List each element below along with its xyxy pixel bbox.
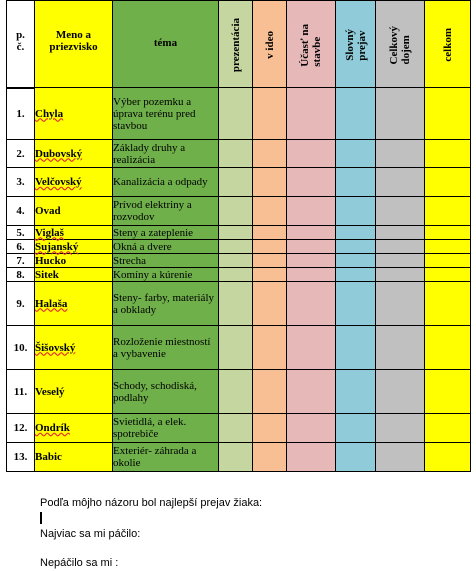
table-row [7, 370, 471, 414]
score-cell-3[interactable] [287, 443, 336, 472]
score-cell-6[interactable] [425, 197, 471, 226]
score-cell-2[interactable] [253, 240, 287, 254]
score-cell-1[interactable] [219, 282, 253, 326]
row-topic: Kanalizácia a odpady [113, 168, 219, 197]
score-cell-5[interactable] [376, 370, 425, 414]
table-row [7, 282, 471, 326]
header-video: v ideo [253, 1, 287, 89]
score-cell-2[interactable] [253, 326, 287, 370]
row-topic: Prívod elektriny a rozvodov [113, 197, 219, 226]
score-cell-4[interactable] [336, 254, 376, 268]
row-number: 2. [7, 140, 35, 168]
footer-liked-most: Najviac sa mi páčilo: [40, 528, 141, 540]
table-row [7, 197, 471, 226]
score-cell-4[interactable] [336, 282, 376, 326]
header-impression: Celkový dojem [376, 1, 425, 89]
student-name [35, 370, 113, 414]
student-name-text: Dubovský [35, 147, 83, 160]
score-cell-2[interactable] [253, 226, 287, 240]
student-name [35, 168, 113, 197]
header-pc: p. č. [7, 1, 35, 89]
score-cell-2[interactable] [253, 443, 287, 472]
text-cursor [40, 512, 42, 524]
score-cell-1[interactable] [219, 240, 253, 254]
student-name [35, 326, 113, 370]
score-cell-3[interactable] [287, 168, 336, 197]
table-row [7, 240, 471, 254]
score-cell-6[interactable] [425, 268, 471, 282]
score-cell-2[interactable] [253, 370, 287, 414]
table-row [7, 226, 471, 240]
score-cell-3[interactable] [287, 226, 336, 240]
row-topic: Komíny a kúrenie [113, 268, 219, 282]
student-name [35, 197, 113, 226]
row-number: 1. [7, 88, 35, 140]
row-number: 4. [7, 197, 35, 226]
student-name-text: Ondrík [35, 422, 70, 434]
student-name-text: Ovad [35, 205, 61, 217]
score-cell-3[interactable] [287, 268, 336, 282]
row-number: 8. [7, 268, 35, 282]
student-name-text: Babic [35, 451, 62, 463]
score-cell-4[interactable] [336, 88, 376, 140]
footer-disliked: Nepáčilo sa mi : [40, 557, 119, 569]
score-cell-3[interactable] [287, 370, 336, 414]
row-topic: Základy druhy a realizácia [113, 140, 219, 168]
header-participation: Účasť na stavbe [287, 1, 336, 89]
row-number: 11. [7, 370, 35, 414]
score-cell-5[interactable] [376, 240, 425, 254]
score-cell-2[interactable] [253, 140, 287, 168]
score-cell-6[interactable] [425, 88, 471, 140]
row-topic: Schody, schodiská, podlahy [113, 370, 219, 414]
student-name-text: Hucko [35, 254, 67, 267]
score-cell-1[interactable] [219, 226, 253, 240]
score-cell-4[interactable] [336, 168, 376, 197]
footer-best-speech: Podľa môjho názoru bol najlepší prejav žiaka: [40, 497, 263, 509]
score-cell-6[interactable] [425, 414, 471, 443]
score-cell-5[interactable] [376, 326, 425, 370]
score-cell-1[interactable] [219, 88, 253, 140]
header-row [7, 1, 471, 89]
score-cell-4[interactable] [336, 197, 376, 226]
score-cell-6[interactable] [425, 326, 471, 370]
row-topic: Strecha [113, 254, 219, 268]
row-number: 3. [7, 168, 35, 197]
student-name-text: Šišovský [35, 341, 76, 354]
score-cell-4[interactable] [336, 268, 376, 282]
row-topic: Exteriér- záhrada a okolie [113, 443, 219, 472]
row-topic: Steny- farby, materiály a obklady [113, 282, 219, 326]
student-name-text: Veselý [35, 385, 65, 398]
student-name-text: Velčovský [35, 176, 82, 188]
score-cell-3[interactable] [287, 140, 336, 168]
score-cell-3[interactable] [287, 414, 336, 443]
table-row [7, 414, 471, 443]
score-cell-1[interactable] [219, 268, 253, 282]
row-number: 5. [7, 226, 35, 240]
score-cell-4[interactable] [336, 414, 376, 443]
student-name-text: Halaša [35, 297, 68, 310]
row-number: 12. [7, 414, 35, 443]
row-topic: Steny a zateplenie [113, 226, 219, 240]
score-cell-5[interactable] [376, 268, 425, 282]
score-cell-1[interactable] [219, 370, 253, 414]
header-speech: Slovný prejav [336, 1, 376, 89]
row-topic: Výber pozemku a úprava terénu pred stavbou [113, 88, 219, 140]
score-cell-2[interactable] [253, 168, 287, 197]
score-cell-3[interactable] [287, 240, 336, 254]
score-cell-1[interactable] [219, 197, 253, 226]
rows-table [6, 87, 471, 472]
table-row [7, 254, 471, 268]
row-number: 13. [7, 443, 35, 472]
score-cell-3[interactable] [287, 197, 336, 226]
student-name [35, 88, 113, 140]
table-row [7, 140, 471, 168]
score-cell-5[interactable] [376, 88, 425, 140]
student-name [35, 140, 113, 168]
table-row [7, 268, 471, 282]
score-cell-5[interactable] [376, 197, 425, 226]
score-cell-6[interactable] [425, 140, 471, 168]
evaluation-table [6, 0, 471, 89]
score-cell-6[interactable] [425, 282, 471, 326]
score-cell-6[interactable] [425, 443, 471, 472]
score-cell-2[interactable] [253, 197, 287, 226]
score-cell-2[interactable] [253, 282, 287, 326]
score-cell-2[interactable] [253, 414, 287, 443]
score-cell-4[interactable] [336, 443, 376, 472]
score-cell-4[interactable] [336, 326, 376, 370]
score-cell-5[interactable] [376, 414, 425, 443]
score-cell-6[interactable] [425, 168, 471, 197]
score-cell-6[interactable] [425, 240, 471, 254]
header-total: celkom [425, 1, 471, 89]
score-cell-2[interactable] [253, 268, 287, 282]
student-name [35, 240, 113, 254]
score-cell-6[interactable] [425, 370, 471, 414]
student-name [35, 226, 113, 240]
score-cell-5[interactable] [376, 226, 425, 240]
student-name [35, 414, 113, 443]
score-cell-6[interactable] [425, 226, 471, 240]
score-cell-3[interactable] [287, 282, 336, 326]
score-cell-1[interactable] [219, 168, 253, 197]
header-name: Meno a priezvisko [35, 1, 113, 89]
student-name-text: Sitek [35, 268, 59, 281]
row-number: 10. [7, 326, 35, 370]
score-cell-5[interactable] [376, 282, 425, 326]
table-row [7, 326, 471, 370]
row-topic: Okná a dvere [113, 240, 219, 254]
table-row [7, 443, 471, 472]
score-cell-5[interactable] [376, 168, 425, 197]
score-cell-4[interactable] [336, 370, 376, 414]
score-cell-1[interactable] [219, 326, 253, 370]
student-name-text: Chyla [35, 107, 64, 120]
score-cell-3[interactable] [287, 88, 336, 140]
score-cell-2[interactable] [253, 88, 287, 140]
score-cell-4[interactable] [336, 226, 376, 240]
student-name [35, 282, 113, 326]
table-row [7, 88, 471, 140]
row-topic: Svietidlá, a elek. spotrebiče [113, 414, 219, 443]
row-number: 7. [7, 254, 35, 268]
student-name-text: Sujanský [35, 240, 79, 253]
score-cell-4[interactable] [336, 140, 376, 168]
row-number: 6. [7, 240, 35, 254]
score-cell-5[interactable] [376, 443, 425, 472]
score-cell-6[interactable] [425, 254, 471, 268]
row-topic: Rozloženie miestností a vybavenie [113, 326, 219, 370]
score-cell-3[interactable] [287, 254, 336, 268]
score-cell-4[interactable] [336, 240, 376, 254]
student-name [35, 254, 113, 268]
student-name [35, 443, 113, 472]
student-name [35, 268, 113, 282]
score-cell-2[interactable] [253, 254, 287, 268]
score-cell-5[interactable] [376, 254, 425, 268]
header-presentation: prezentácia [219, 1, 253, 89]
score-cell-5[interactable] [376, 140, 425, 168]
score-cell-1[interactable] [219, 254, 253, 268]
score-cell-1[interactable] [219, 414, 253, 443]
score-cell-1[interactable] [219, 443, 253, 472]
score-cell-1[interactable] [219, 140, 253, 168]
score-cell-3[interactable] [287, 326, 336, 370]
header-topic: téma [113, 1, 219, 89]
table-row [7, 168, 471, 197]
student-name-text: Viglaš [35, 226, 64, 239]
row-number: 9. [7, 282, 35, 326]
